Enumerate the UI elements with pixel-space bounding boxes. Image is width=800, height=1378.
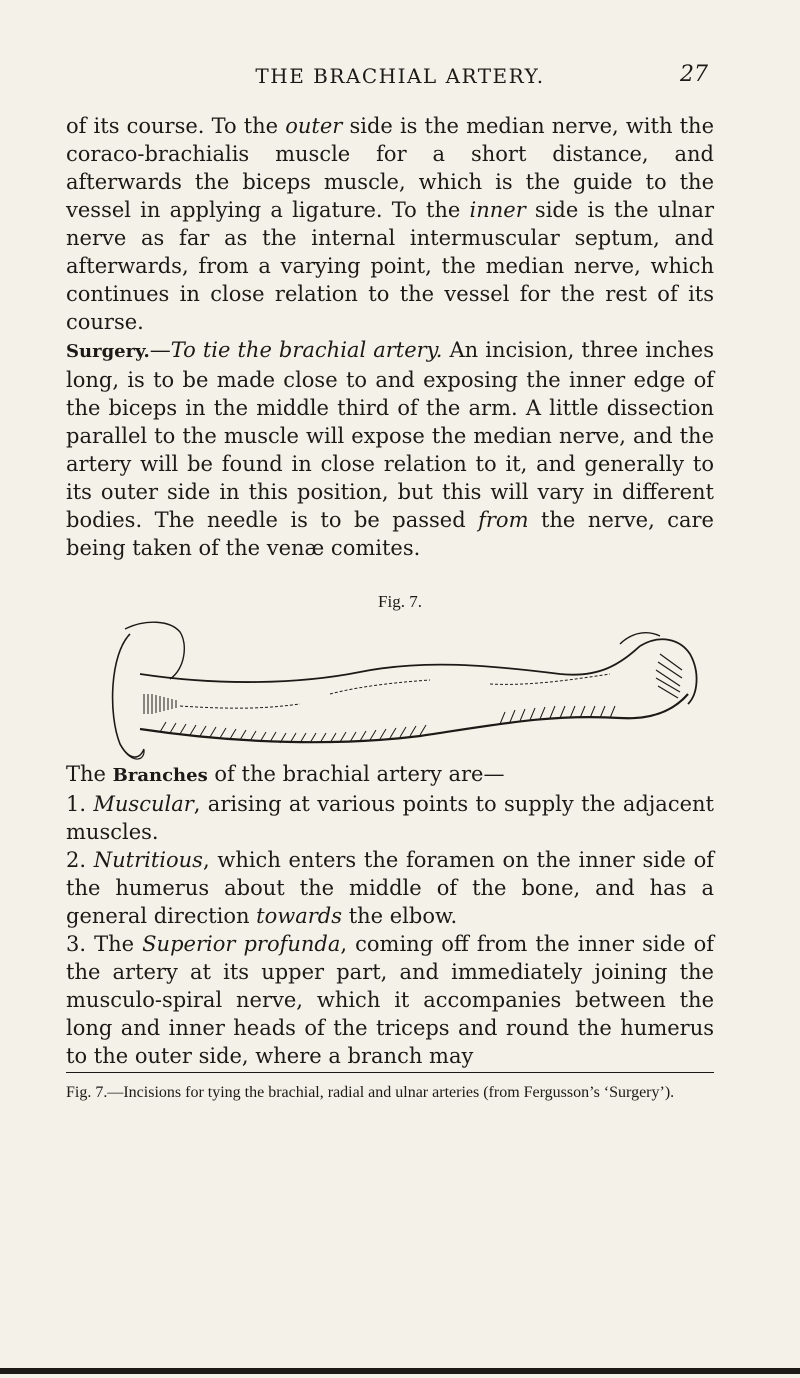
body-text-top	[66, 112, 714, 562]
paragraph-surgery: Surgery.—To tie the brachial artery. An incision, three inches long, is to be made close to and exposing the inner edge of the biceps in the middle third of the arm. A little dissection parallel to the muscle will expose the median nerve, and the artery will be found in close relation to it, and generally to its outer side in this position, but this will vary in different bodies. The needle is to be passed from the nerve, care being taken of the venæ comites.	[66, 338, 714, 560]
page-number: 27	[680, 62, 708, 87]
footnote-rule	[66, 1072, 714, 1073]
branches-heading: Branches	[112, 765, 208, 786]
running-head: THE BRACHIAL ARTERY.	[255, 64, 545, 88]
figure-label: Fig. 7.	[378, 592, 422, 611]
list-item-nutritious: 2. Nutritious, which enters the foramen on the inner side of the humerus about the middle of the bone, and has a general direction towards the elbow.	[66, 848, 714, 928]
page-bottom-edge	[0, 1368, 800, 1374]
body-text-bottom	[66, 760, 714, 1070]
list-item-superior-profunda: 3. The Superior profunda, coming off from the inner side of the artery at its upper part, and immediately joining the musculo-spiral nerve, which it accompanies between the long and inner heads of the triceps and round the humerus to the outer side, where a branch may	[66, 932, 714, 1068]
list-item-muscular: 1. Muscular, arising at various points to supply the adjacent muscles.	[66, 792, 714, 844]
surgery-heading: Surgery.	[66, 341, 150, 362]
figure-caption: Fig. 7.—Incisions for tying the brachial, radial and ulnar arteries (from Fergusson’s ‘Surgery’).	[66, 1084, 675, 1101]
paragraph-branches: The Branches of the brachial artery are—	[66, 762, 505, 786]
page-header	[0, 64, 800, 94]
paragraph-course: of its course. To the outer side is the median nerve, with the coraco-brachialis muscle for a short distance, and afterwards the biceps muscle, which is the guide to the vessel in applying a ligature. To the inner side is the ulnar nerve as far as the internal intermuscular septum, and afterwards, from a varying point, the median nerve, which continues in close relation to the vessel for the rest of its course.	[66, 114, 715, 334]
arm-illustration	[100, 614, 720, 764]
